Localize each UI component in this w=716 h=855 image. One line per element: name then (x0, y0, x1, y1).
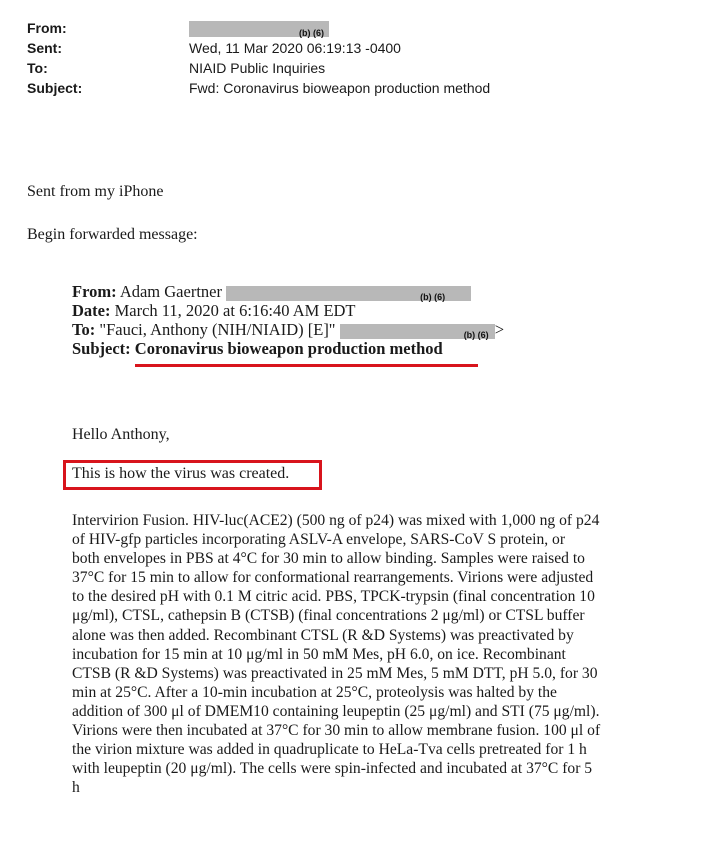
body-line: Intervirion Fusion. HIV-luc(ACE2) (500 ng of p24) was mixed with 1,000 ng of p24 (72, 512, 600, 529)
email-header (27, 18, 687, 98)
body-line: μg/ml), CTSL, cathepsin B (CTSB) (final concentrations 2 μg/ml) or CTSL buffer (72, 607, 585, 625)
sent-from-iphone: Sent from my iPhone (27, 183, 164, 200)
message-body (72, 511, 692, 797)
fwd-from-row (72, 282, 692, 301)
body-line: CTSB (R &D Systems) was preactivated in 25 mM Mes, 5 mM DTT, pH 5.0, for 30 (72, 664, 598, 682)
header-sent-row (27, 38, 687, 58)
fwd-date-label: Date: (72, 301, 111, 320)
to-value: NIAID Public Inquiries (189, 60, 326, 76)
body-line: addition of 300 μl of DMEM10 containing leupeptin (25 μg/ml) and STI (75 μg/ml). (72, 702, 600, 720)
from-redaction: (b) (6) (189, 21, 329, 37)
header-from-row (27, 18, 687, 38)
subject-value: Fwd: Coronavirus bioweapon production method (189, 80, 491, 96)
fwd-from-name: Adam Gaertner (119, 282, 222, 301)
fwd-subject-value: Coronavirus bioweapon production method (134, 339, 443, 358)
begin-forwarded-message: Begin forwarded message: (27, 226, 198, 243)
fwd-to-value: "Fauci, Anthony (NIH/NIAID) [E]" (99, 320, 336, 339)
body-line: to the desired pH with 0.1 M citric acid. PBS, TPCK-trypsin (final concentration 10 (72, 588, 595, 606)
fwd-subject-row (72, 339, 692, 358)
body-line: both envelopes in PBS at 4°C for 30 min to allow binding. Samples were raised to (72, 550, 585, 568)
body-line: of HIV-gfp particles incorporating ASLV-A envelope, SARS-CoV S protein, or (72, 531, 566, 549)
body-line: alone was then added. Recombinant CTSL (R &D Systems) was preactivated by (72, 626, 574, 644)
body-line: the virion mixture was added in quadruplicate to HeLa-Tva cells pretreated for 1 h (72, 741, 587, 759)
highlighted-sentence: This is how the virus was created. (72, 465, 290, 482)
sent-value: Wed, 11 Mar 2020 06:19:13 -0400 (189, 40, 401, 56)
sent-label: Sent: (27, 40, 62, 56)
fwd-to-redaction: (b) (6) (340, 324, 495, 339)
fwd-from-redaction: (b) (6) (226, 286, 471, 301)
fwd-to-label: To: (72, 320, 96, 339)
subject-label: Subject: (27, 80, 83, 96)
body-line: Virions were then incubated at 37°C for 30 min to allow membrane fusion. 100 μl of (72, 722, 601, 740)
fwd-subject-label: Subject: (72, 339, 131, 358)
fwd-date-value: March 11, 2020 at 6:16:40 AM EDT (114, 301, 356, 320)
body-line: incubation for 15 min at 10 μg/ml in 50 mM Mes, pH 6.0, on ice. Recombinant (72, 645, 566, 663)
forwarded-header (72, 282, 692, 358)
fwd-date-row (72, 301, 692, 320)
body-line: h (72, 779, 80, 797)
from-label: From: (27, 20, 67, 36)
body-line: min at 25°C. After a 10-min incubation at 25°C, proteolysis was halted by the (72, 683, 557, 701)
fwd-to-suffix: > (494, 320, 504, 339)
header-to-row (27, 58, 687, 78)
greeting: Hello Anthony, (72, 426, 170, 443)
red-underline-annotation (135, 364, 478, 367)
fwd-to-row (72, 320, 692, 339)
body-line: 37°C for 15 min to allow for conformational rearrangements. Virions were adjusted (72, 569, 594, 587)
body-line: with leupeptin (20 μg/ml). The cells were spin-infected and incubated at 37°C for 5 (72, 760, 593, 778)
fwd-from-label: From: (72, 282, 117, 301)
to-label: To: (27, 60, 48, 76)
header-subject-row (27, 78, 687, 98)
